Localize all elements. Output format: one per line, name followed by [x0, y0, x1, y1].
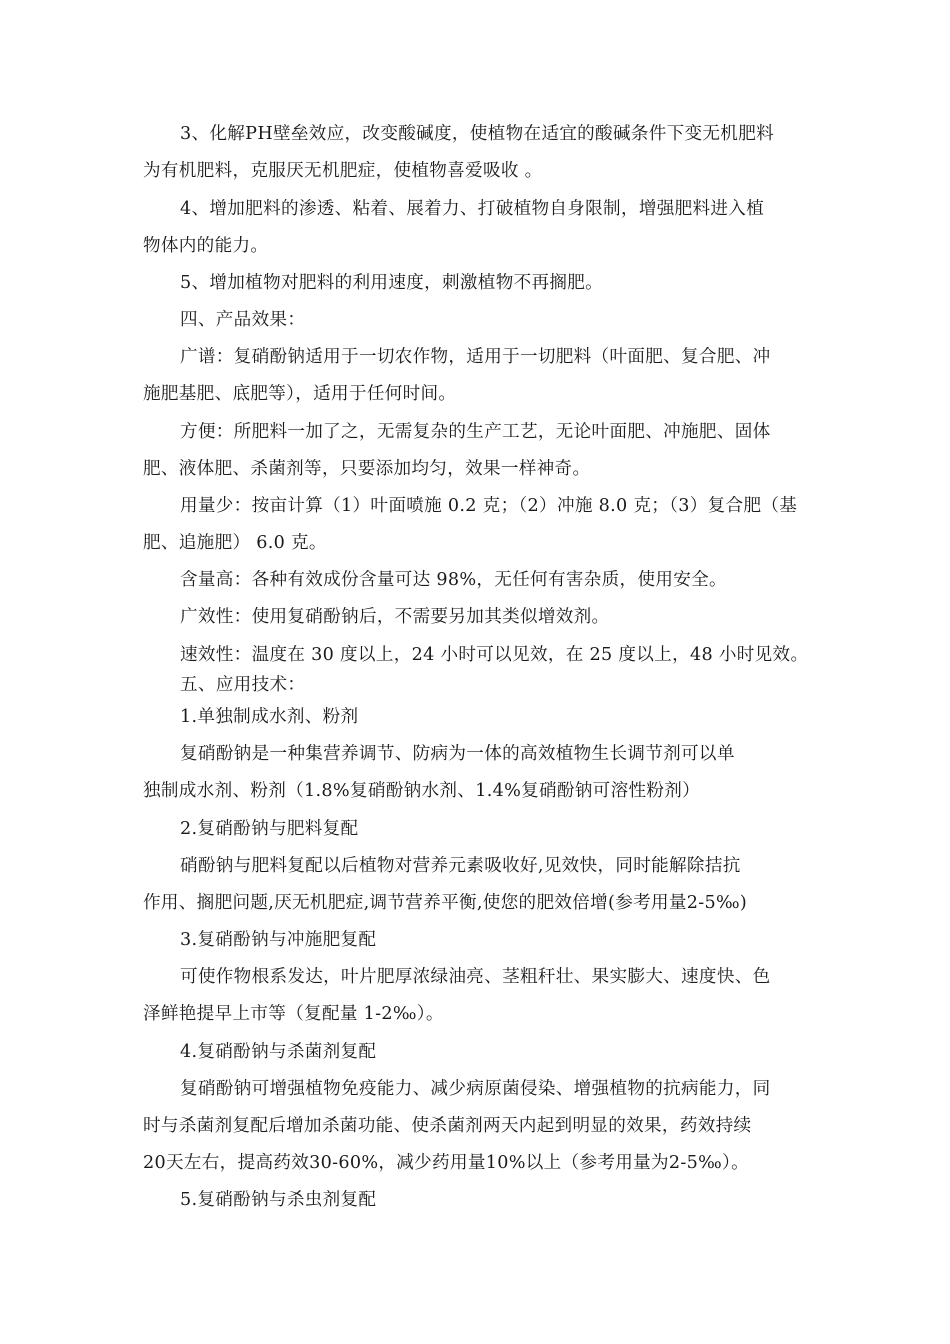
subsection-2-line-1: 硝酚钠与肥料复配以后植物对营养元素吸收好,见效快，同时能解除拮抗: [180, 856, 741, 876]
subsection-5-title: 5.复硝酚钠与杀虫剂复配: [180, 1190, 377, 1210]
subsection-3-line-2: 泽鲜艳提早上市等（复配量 1-2‰）。: [143, 1004, 444, 1024]
paragraph-4-line-1: 4、增加肥料的渗透、粘着、展着力、打破植物自身限制，增强肥料进入植: [180, 199, 765, 219]
subsection-4-line-2: 时与杀菌剂复配后增加杀菌功能、使杀菌剂两天内起到明显的效果，药效持续: [143, 1116, 752, 1136]
subsection-1-title: 1.单独制成水剂、粉剂: [180, 707, 359, 727]
convenience-line-1: 方便：所肥料一加了之，无需复杂的生产工艺，无论叶面肥、冲施肥、固体: [180, 422, 771, 442]
section-4-heading: 四、产品效果：: [180, 310, 306, 330]
subsection-3-title: 3.复硝酚钠与冲施肥复配: [180, 930, 377, 950]
fast-acting-line: 速效性：温度在 30 度以上，24 小时可以见效，在 25 度以上，48 小时见效。: [180, 645, 809, 665]
low-dosage-line-1: 用量少：按亩计算（1）叶面喷施 0.2 克；（2）冲施 8.0 克；（3）复合肥（基: [180, 496, 798, 516]
paragraph-5-line-1: 5、增加植物对肥料的利用速度，刺激植物不再搁肥。: [180, 273, 604, 293]
subsection-1-line-2: 独制成水剂、粉剂（1.8%复硝酚钠水剂、1.4%复硝酚钠可溶性粉剂）: [143, 781, 701, 801]
subsection-1-line-1: 复硝酚钠是一种集营养调节、防病为一体的高效植物生长调节剂可以单: [180, 744, 735, 764]
paragraph-4-line-2: 物体内的能力。: [143, 236, 269, 256]
broad-spectrum-line-2: 施肥基肥、底肥等），适用于任何时间。: [143, 384, 457, 404]
paragraph-3-line-1: 3、化解PH壁垒效应，改变酸碱度，使植物在适宜的酸碱条件下变无机肥料: [180, 124, 774, 144]
high-content-line: 含量高：各种有效成份含量可达 98%，无任何有害杂质，使用安全。: [180, 570, 727, 590]
subsection-3-line-1: 可使作物根系发达，叶片肥厚浓绿油亮、茎粗秆壮、果实膨大、速度快、色: [180, 967, 771, 987]
broad-spectrum-line-1: 广谱：复硝酚钠适用于一切农作物，适用于一切肥料（叶面肥、复合肥、冲: [180, 347, 771, 367]
convenience-line-2: 肥、液体肥、杀菌剂等，只要添加均匀，效果一样神奇。: [143, 459, 591, 479]
subsection-2-line-2: 作用、搁肥问题,厌无机肥症,调节营养平衡,使您的肥效倍增(参考用量2-5‰): [143, 893, 748, 913]
subsection-4-line-1: 复硝酚钠可增强植物免疫能力、减少病原菌侵染、增强植物的抗病能力，同: [180, 1079, 771, 1099]
broad-effect-line: 广效性：使用复硝酚钠后，不需要另加其类似增效剂。: [180, 607, 610, 627]
low-dosage-line-2: 肥、追施肥） 6.0 克。: [143, 533, 327, 553]
paragraph-3-line-2: 为有机肥料，克服厌无机肥症，使植物喜爱吸收 。: [143, 161, 543, 181]
subsection-4-line-3: 20天左右，提高药效30-60%，减少药用量10%以上（参考用量为2-5‰）。: [143, 1153, 750, 1173]
section-5-heading: 五、应用技术：: [180, 675, 306, 695]
subsection-4-title: 4.复硝酚钠与杀菌剂复配: [180, 1042, 377, 1062]
subsection-2-title: 2.复硝酚钠与肥料复配: [180, 819, 359, 839]
